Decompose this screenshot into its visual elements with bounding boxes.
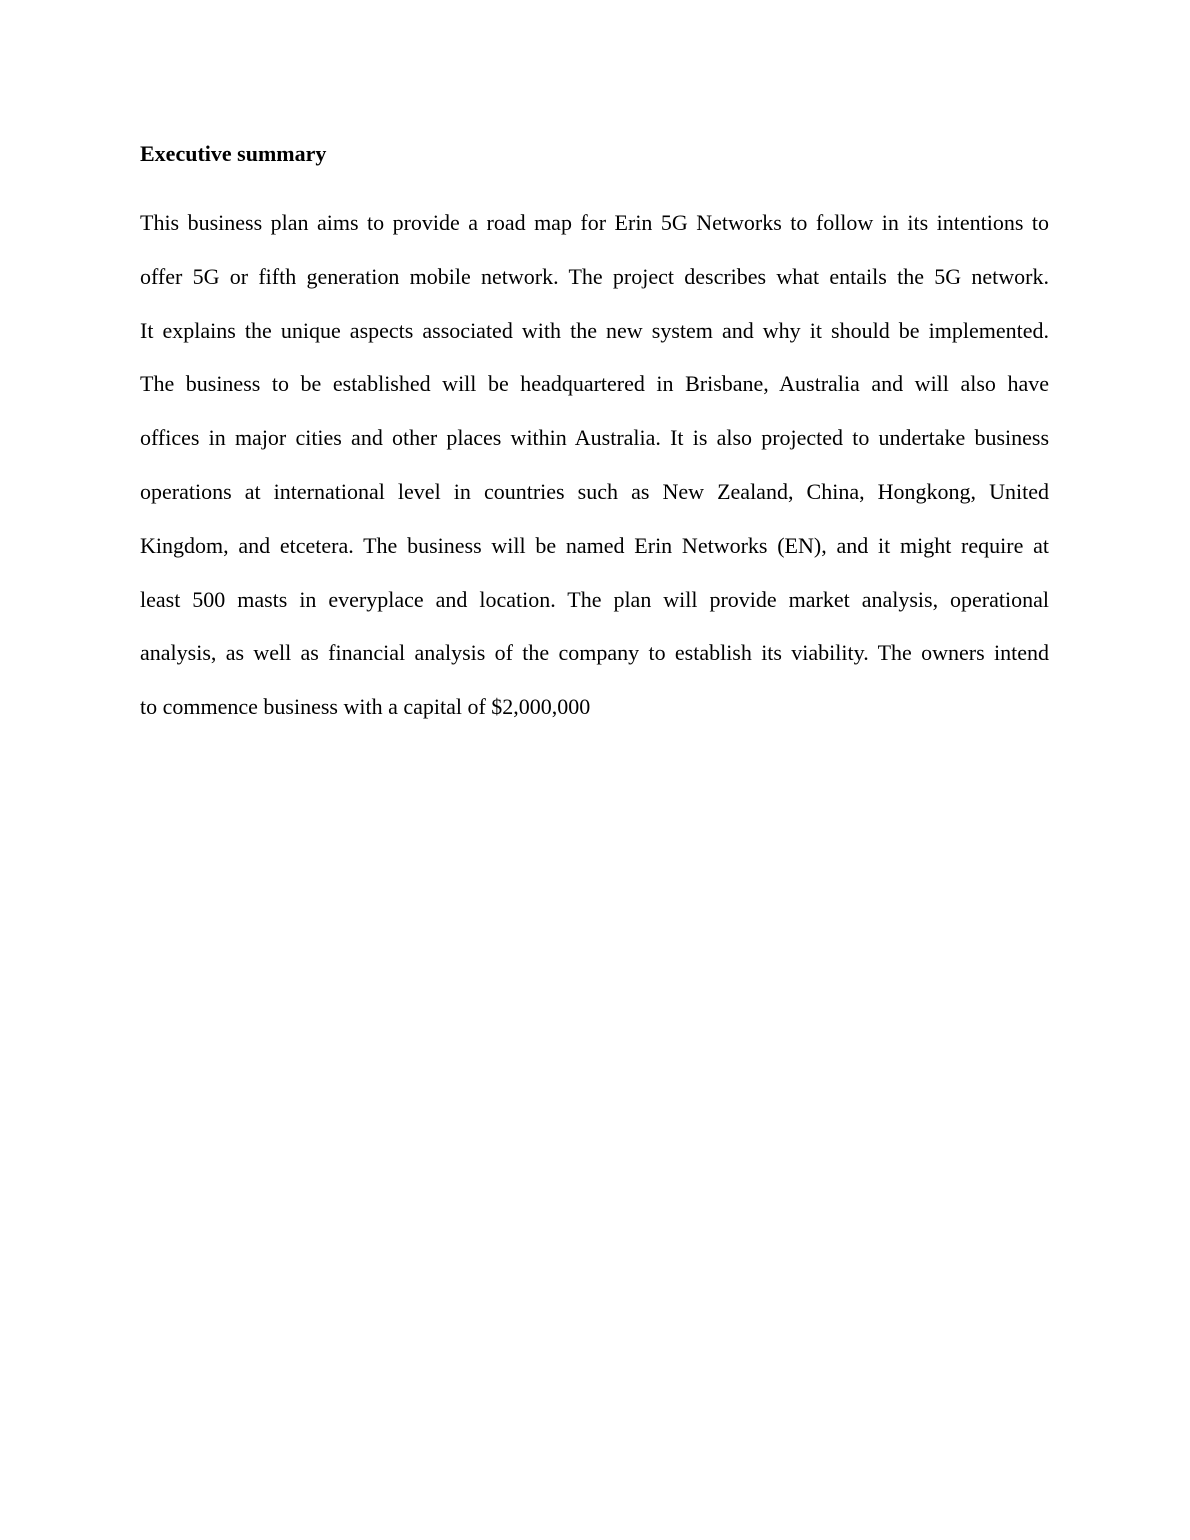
- paragraph-line: to commence business with a capital of $2,000,000: [140, 694, 591, 720]
- paragraph-line: The business to be established will be headquartered in Brisbane, Australia and will also have: [140, 371, 1049, 397]
- paragraph-line: operations at international level in countries such as New Zealand, China, Hongkong, United: [140, 478, 1049, 504]
- paragraph-line: offer 5G or fifth generation mobile network. The project describes what entails the 5G network.: [140, 263, 1049, 289]
- paragraph-line: It explains the unique aspects associated with the new system and why it should be implemented.: [140, 317, 1049, 343]
- paragraph-line: Kingdom, and etcetera. The business will be named Erin Networks (EN), and it might require at: [140, 532, 1049, 558]
- paragraph-line: This business plan aims to provide a road map for Erin 5G Networks to follow in its intentions to: [140, 210, 1049, 235]
- paragraph-line: least 500 masts in everyplace and location. The plan will provide market analysis, operational: [140, 586, 1049, 612]
- paragraph-line: offices in major cities and other places within Australia. It is also projected to undertake business: [140, 425, 1049, 451]
- section-heading: Executive summary: [140, 141, 327, 166]
- paragraph-line: analysis, as well as financial analysis of the company to establish its viability. The owners intend: [140, 640, 1049, 666]
- summary-paragraph: [140, 196, 1049, 734]
